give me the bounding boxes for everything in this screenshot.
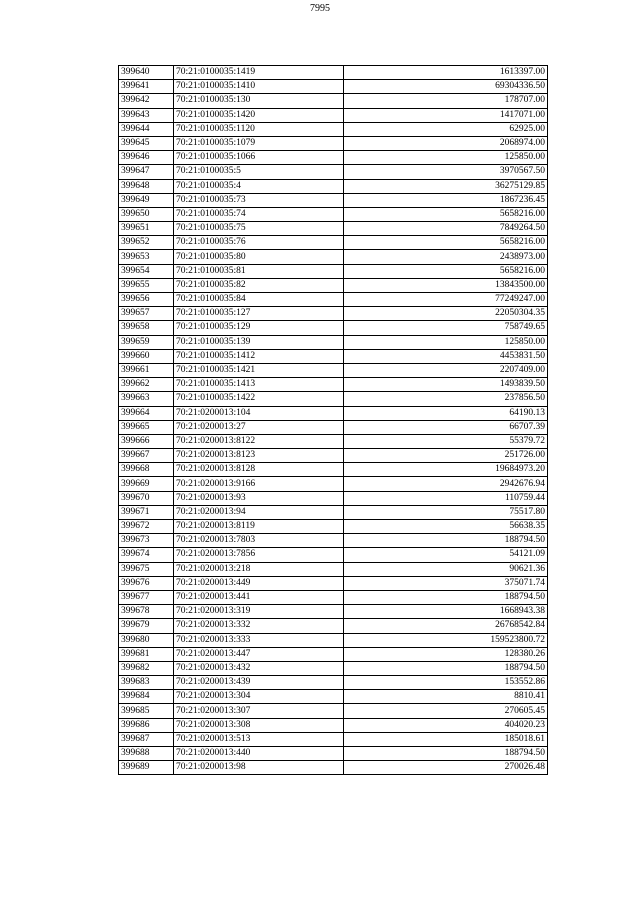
table-row	[119, 264, 548, 278]
amount-cell: 5658216.00	[344, 207, 548, 221]
cadastral-number-cell: 70:21:0200013:440	[174, 747, 344, 761]
cadastral-number-cell: 70:21:0100035:1419	[174, 66, 344, 80]
table-row	[119, 293, 548, 307]
row-number-cell: 399660	[119, 349, 174, 363]
amount-cell: 153552.86	[344, 676, 548, 690]
amount-cell: 5658216.00	[344, 264, 548, 278]
row-number-cell: 399668	[119, 463, 174, 477]
amount-cell: 758749.65	[344, 321, 548, 335]
row-number-cell: 399681	[119, 647, 174, 661]
amount-cell: 237856.50	[344, 392, 548, 406]
row-number-cell: 399656	[119, 293, 174, 307]
row-number-cell: 399641	[119, 80, 174, 94]
cadastral-number-cell: 70:21:0100035:1420	[174, 108, 344, 122]
table-row	[119, 463, 548, 477]
amount-cell: 251726.00	[344, 449, 548, 463]
cadastral-number-cell: 70:21:0100035:1120	[174, 122, 344, 136]
table-row	[119, 704, 548, 718]
amount-cell: 159523800.72	[344, 633, 548, 647]
amount-cell: 2207409.00	[344, 363, 548, 377]
cadastral-number-cell: 70:21:0100035:130	[174, 94, 344, 108]
table-row	[119, 747, 548, 761]
cadastral-number-cell: 70:21:0200013:8119	[174, 520, 344, 534]
cadastral-number-cell: 70:21:0100035:1066	[174, 151, 344, 165]
amount-cell: 270605.45	[344, 704, 548, 718]
table-row	[119, 505, 548, 519]
cadastral-number-cell: 70:21:0200013:308	[174, 718, 344, 732]
row-number-cell: 399670	[119, 491, 174, 505]
row-number-cell: 399643	[119, 108, 174, 122]
cadastral-number-cell: 70:21:0200013:513	[174, 732, 344, 746]
cadastral-number-cell: 70:21:0100035:4	[174, 179, 344, 193]
table-row	[119, 619, 548, 633]
cadastral-number-cell: 70:21:0100035:80	[174, 250, 344, 264]
amount-cell: 270026.48	[344, 761, 548, 775]
row-number-cell: 399689	[119, 761, 174, 775]
amount-cell: 1613397.00	[344, 66, 548, 80]
table-row	[119, 165, 548, 179]
amount-cell: 185018.61	[344, 732, 548, 746]
table-row	[119, 80, 548, 94]
row-number-cell: 399685	[119, 704, 174, 718]
row-number-cell: 399655	[119, 278, 174, 292]
table-row	[119, 534, 548, 548]
row-number-cell: 399649	[119, 193, 174, 207]
amount-cell: 188794.50	[344, 534, 548, 548]
row-number-cell: 399645	[119, 136, 174, 150]
cadastral-number-cell: 70:21:0100035:1079	[174, 136, 344, 150]
row-number-cell: 399651	[119, 222, 174, 236]
amount-cell: 13843500.00	[344, 278, 548, 292]
table-row	[119, 307, 548, 321]
amount-cell: 8810.41	[344, 690, 548, 704]
row-number-cell: 399648	[119, 179, 174, 193]
amount-cell: 56638.35	[344, 520, 548, 534]
row-number-cell: 399669	[119, 477, 174, 491]
table-row	[119, 321, 548, 335]
amount-cell: 75517.80	[344, 505, 548, 519]
amount-cell: 125850.00	[344, 335, 548, 349]
row-number-cell: 399652	[119, 236, 174, 250]
row-number-cell: 399672	[119, 520, 174, 534]
amount-cell: 188794.50	[344, 590, 548, 604]
amount-cell: 55379.72	[344, 434, 548, 448]
amount-cell: 2438973.00	[344, 250, 548, 264]
row-number-cell: 399654	[119, 264, 174, 278]
amount-cell: 26768542.84	[344, 619, 548, 633]
cadastral-number-cell: 70:21:0100035:81	[174, 264, 344, 278]
row-number-cell: 399686	[119, 718, 174, 732]
amount-cell: 19684973.20	[344, 463, 548, 477]
table-row	[119, 378, 548, 392]
table-row	[119, 690, 548, 704]
amount-cell: 1417071.00	[344, 108, 548, 122]
row-number-cell: 399687	[119, 732, 174, 746]
amount-cell: 90621.36	[344, 562, 548, 576]
amount-cell: 62925.00	[344, 122, 548, 136]
amount-cell: 188794.50	[344, 747, 548, 761]
cadastral-number-cell: 70:21:0200013:94	[174, 505, 344, 519]
row-number-cell: 399661	[119, 363, 174, 377]
amount-cell: 1668943.38	[344, 605, 548, 619]
amount-cell: 7849264.50	[344, 222, 548, 236]
cadastral-number-cell: 70:21:0200013:439	[174, 676, 344, 690]
table-row	[119, 761, 548, 775]
row-number-cell: 399659	[119, 335, 174, 349]
cadastral-number-cell: 70:21:0100035:1413	[174, 378, 344, 392]
table-row	[119, 222, 548, 236]
table-row	[119, 250, 548, 264]
cadastral-number-cell: 70:21:0100035:73	[174, 193, 344, 207]
cadastral-number-cell: 70:21:0200013:449	[174, 576, 344, 590]
amount-cell: 125850.00	[344, 151, 548, 165]
table-row	[119, 392, 548, 406]
table-row	[119, 590, 548, 604]
amount-cell: 3970567.50	[344, 165, 548, 179]
cadastral-number-cell: 70:21:0200013:333	[174, 633, 344, 647]
table-row	[119, 449, 548, 463]
amount-cell: 54121.09	[344, 548, 548, 562]
table-row	[119, 363, 548, 377]
page-number: 7995	[310, 3, 330, 14]
cadastral-number-cell: 70:21:0100035:5	[174, 165, 344, 179]
cadastral-number-cell: 70:21:0200013:8123	[174, 449, 344, 463]
cadastral-number-cell: 70:21:0200013:332	[174, 619, 344, 633]
table-row	[119, 136, 548, 150]
row-number-cell: 399665	[119, 420, 174, 434]
amount-cell: 1493839.50	[344, 378, 548, 392]
table-row	[119, 193, 548, 207]
row-number-cell: 399662	[119, 378, 174, 392]
table-row	[119, 151, 548, 165]
row-number-cell: 399642	[119, 94, 174, 108]
cadastral-number-cell: 70:21:0200013:432	[174, 661, 344, 675]
cadastral-number-cell: 70:21:0200013:8128	[174, 463, 344, 477]
cadastral-number-cell: 70:21:0100035:1422	[174, 392, 344, 406]
table-row	[119, 278, 548, 292]
table-row	[119, 491, 548, 505]
table-row	[119, 434, 548, 448]
row-number-cell: 399646	[119, 151, 174, 165]
table-row	[119, 94, 548, 108]
table-row	[119, 477, 548, 491]
cadastral-number-cell: 70:21:0100035:1412	[174, 349, 344, 363]
row-number-cell: 399682	[119, 661, 174, 675]
amount-cell: 375071.74	[344, 576, 548, 590]
table-row	[119, 66, 548, 80]
row-number-cell: 399657	[119, 307, 174, 321]
table-row	[119, 236, 548, 250]
cadastral-number-cell: 70:21:0200013:93	[174, 491, 344, 505]
amount-cell: 2068974.00	[344, 136, 548, 150]
cadastral-number-cell: 70:21:0200013:441	[174, 590, 344, 604]
cadastral-number-cell: 70:21:0100035:84	[174, 293, 344, 307]
amount-cell: 2942676.94	[344, 477, 548, 491]
table-row	[119, 562, 548, 576]
table-body	[119, 66, 548, 775]
amount-cell: 178707.00	[344, 94, 548, 108]
cadastral-number-cell: 70:21:0200013:304	[174, 690, 344, 704]
table-row	[119, 349, 548, 363]
cadastral-number-cell: 70:21:0200013:447	[174, 647, 344, 661]
table-row	[119, 420, 548, 434]
row-number-cell: 399647	[119, 165, 174, 179]
amount-cell: 66707.39	[344, 420, 548, 434]
cadastral-number-cell: 70:21:0200013:218	[174, 562, 344, 576]
amount-cell: 69304336.50	[344, 80, 548, 94]
cadastral-number-cell: 70:21:0200013:9166	[174, 477, 344, 491]
row-number-cell: 399664	[119, 406, 174, 420]
row-number-cell: 399671	[119, 505, 174, 519]
row-number-cell: 399666	[119, 434, 174, 448]
cadastral-number-cell: 70:21:0100035:1410	[174, 80, 344, 94]
cadastral-number-cell: 70:21:0200013:319	[174, 605, 344, 619]
cadastral-number-cell: 70:21:0200013:98	[174, 761, 344, 775]
row-number-cell: 399650	[119, 207, 174, 221]
table-row	[119, 179, 548, 193]
cadastral-number-cell: 70:21:0200013:7856	[174, 548, 344, 562]
table-row	[119, 633, 548, 647]
table-row	[119, 520, 548, 534]
amount-cell: 110759.44	[344, 491, 548, 505]
row-number-cell: 399684	[119, 690, 174, 704]
cadastral-number-cell: 70:21:0100035:82	[174, 278, 344, 292]
table-row	[119, 576, 548, 590]
row-number-cell: 399678	[119, 605, 174, 619]
cadastral-number-cell: 70:21:0100035:1421	[174, 363, 344, 377]
row-number-cell: 399667	[119, 449, 174, 463]
amount-cell: 4453831.50	[344, 349, 548, 363]
row-number-cell: 399674	[119, 548, 174, 562]
amount-cell: 5658216.00	[344, 236, 548, 250]
cadastral-number-cell: 70:21:0200013:104	[174, 406, 344, 420]
table-row	[119, 732, 548, 746]
row-number-cell: 399663	[119, 392, 174, 406]
row-number-cell: 399680	[119, 633, 174, 647]
table-row	[119, 122, 548, 136]
cadastral-number-cell: 70:21:0100035:76	[174, 236, 344, 250]
amount-cell: 1867236.45	[344, 193, 548, 207]
cadastral-table	[118, 65, 548, 775]
amount-cell: 188794.50	[344, 661, 548, 675]
cadastral-number-cell: 70:21:0200013:8122	[174, 434, 344, 448]
cadastral-number-cell: 70:21:0200013:307	[174, 704, 344, 718]
amount-cell: 128380.26	[344, 647, 548, 661]
amount-cell: 77249247.00	[344, 293, 548, 307]
row-number-cell: 399679	[119, 619, 174, 633]
table-row	[119, 605, 548, 619]
amount-cell: 22050304.35	[344, 307, 548, 321]
table-row	[119, 207, 548, 221]
table-row	[119, 406, 548, 420]
row-number-cell: 399676	[119, 576, 174, 590]
amount-cell: 64190.13	[344, 406, 548, 420]
cadastral-number-cell: 70:21:0200013:7803	[174, 534, 344, 548]
row-number-cell: 399675	[119, 562, 174, 576]
cadastral-number-cell: 70:21:0100035:127	[174, 307, 344, 321]
row-number-cell: 399658	[119, 321, 174, 335]
table-row	[119, 335, 548, 349]
row-number-cell: 399653	[119, 250, 174, 264]
amount-cell: 36275129.85	[344, 179, 548, 193]
row-number-cell: 399673	[119, 534, 174, 548]
row-number-cell: 399640	[119, 66, 174, 80]
table-row	[119, 108, 548, 122]
cadastral-number-cell: 70:21:0200013:27	[174, 420, 344, 434]
table-row	[119, 647, 548, 661]
table-row	[119, 661, 548, 675]
table-row	[119, 548, 548, 562]
table-row	[119, 676, 548, 690]
row-number-cell: 399677	[119, 590, 174, 604]
table-row	[119, 718, 548, 732]
row-number-cell: 399644	[119, 122, 174, 136]
cadastral-number-cell: 70:21:0100035:129	[174, 321, 344, 335]
amount-cell: 404020.23	[344, 718, 548, 732]
row-number-cell: 399688	[119, 747, 174, 761]
cadastral-number-cell: 70:21:0100035:74	[174, 207, 344, 221]
row-number-cell: 399683	[119, 676, 174, 690]
cadastral-number-cell: 70:21:0100035:139	[174, 335, 344, 349]
cadastral-number-cell: 70:21:0100035:75	[174, 222, 344, 236]
